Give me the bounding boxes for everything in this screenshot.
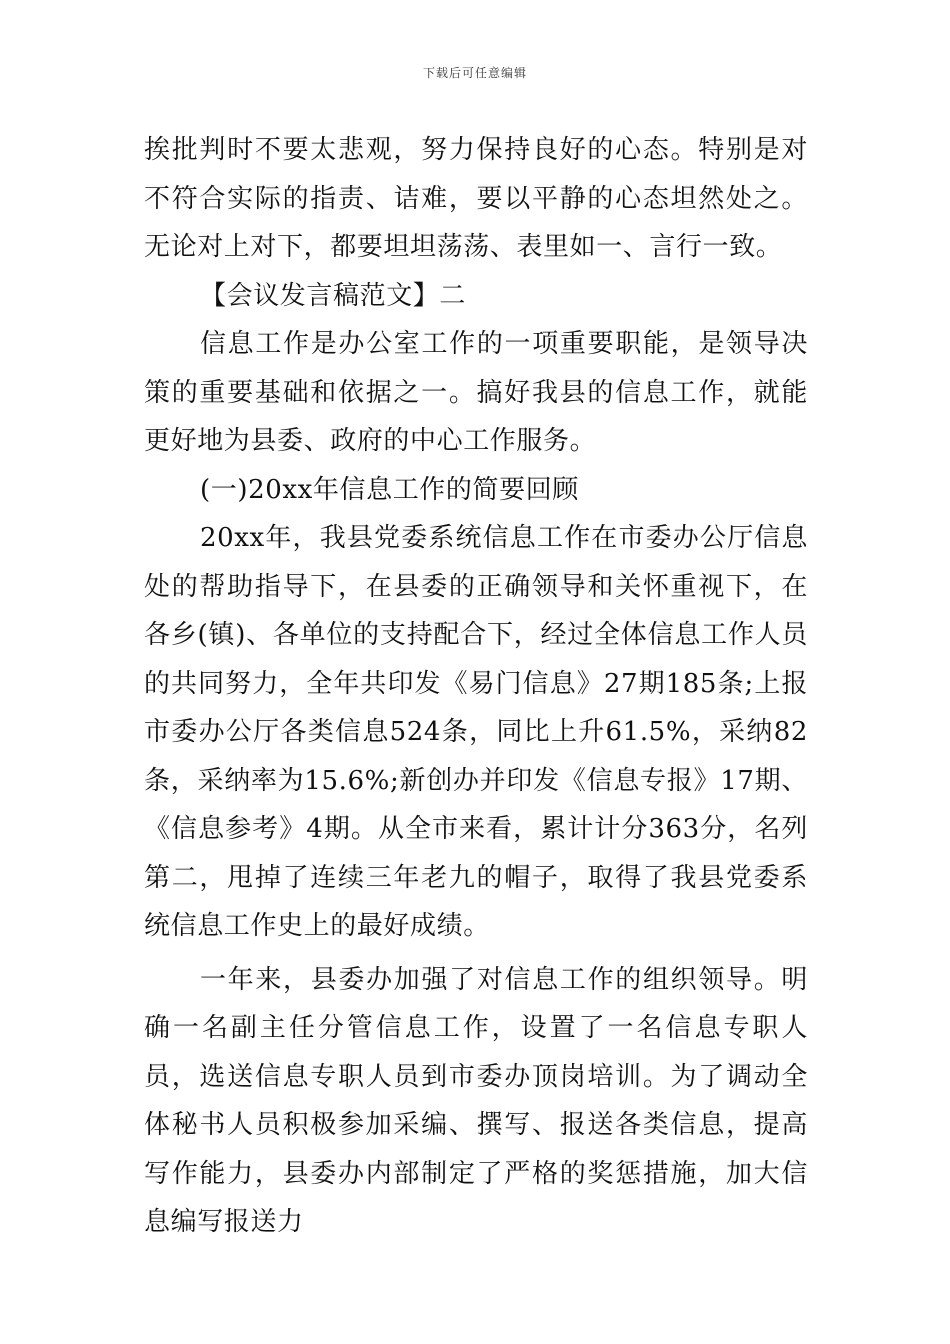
subsection-heading: (一)20xx年信息工作的简要回顾 (200, 474, 579, 505)
page-header-note: 下载后可任意编辑 (422, 66, 527, 80)
paragraph-organization: 一年来，县委办加强了对信息工作的组织领导。明确一名副主任分管信息工作，设置了一名信息专职人员，选送信息专职人员到市委办顶岗培训。为了调动全体秘书人员积极参加采编、撰写、报送各类信息，提高写作能力，县委办内部制定了严格的奖惩措施，加大信息编写报送力 (144, 964, 808, 1237)
paragraph-intro: 信息工作是办公室工作的一项重要职能，是领导决策的重要基础和依据之一。搞好我县的信息工作，就能更好地为县委、政府的中心工作服务。 (144, 329, 808, 456)
paragraph-continuation: 挨批判时不要太悲观，努力保持良好的心态。特别是对不符合实际的指责、诘难，要以平静的心态坦然处之。无论对上对下，都要坦坦荡荡、表里如一、言行一致。 (144, 135, 808, 262)
section-heading: 【会议发言稿范文】二 (200, 280, 467, 311)
document-body (144, 126, 808, 1247)
paragraph-review: 20xx年，我县党委系统信息工作在市委办公厅信息处的帮助指导下，在县委的正确领导和关怀重视下，在各乡(镇)、各单位的支持配合下，经过全体信息工作人员的共同努力，全年共印发《易门信息》27期185条;上报市委办公厅各类信息524条，同比上升61.5%，采纳82条，采纳率为15.6%;新创办并印发《信息专报》17期、《信息参考》4期。从全市来看，累计计分363分，名列第二，甩掉了连续三年老九的帽子，取得了我县党委系统信息工作史上的最好成绩。 (144, 523, 808, 941)
